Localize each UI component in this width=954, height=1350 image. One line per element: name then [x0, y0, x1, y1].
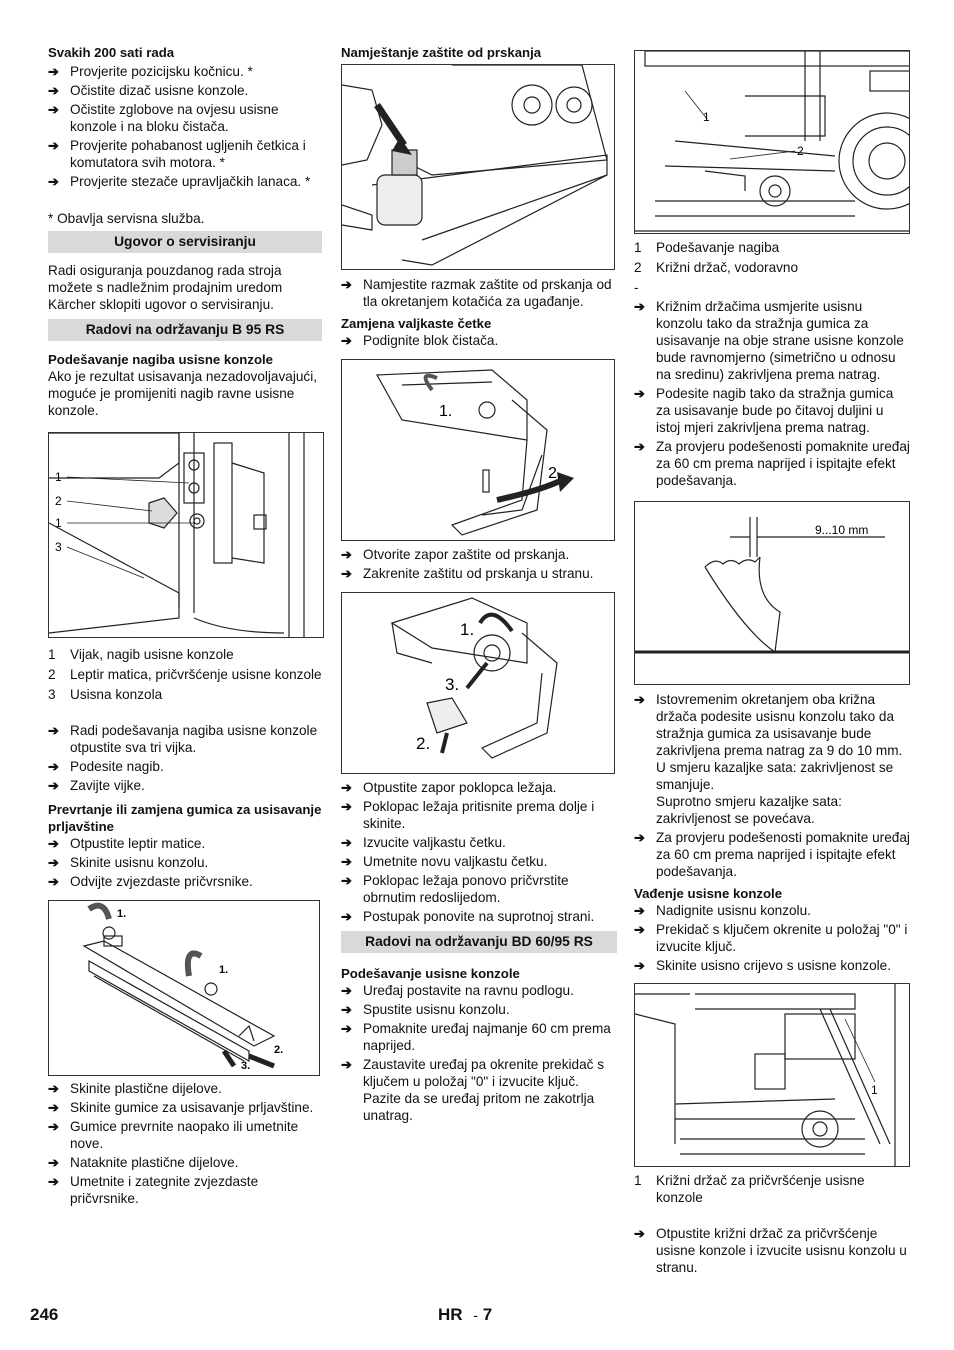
figure-splash: [341, 64, 615, 270]
arrow-icon: ➔: [634, 692, 645, 707]
fig-rubber-label-2: 2.: [274, 1044, 284, 1056]
list-curvature: [634, 691, 910, 880]
list-item: ➔ Umetnite novu valjkastu četku.: [341, 854, 548, 869]
list-item: ➔ Zaustavite uređaj pa okrenite prekidač s ključem u položaj "0" i izvucite ključ. Pazite da se uređaj pritom ne zakotrlja unatrag.: [341, 1057, 605, 1123]
fig-remove-label-1: 1.: [460, 620, 475, 639]
legend-crossholder: [634, 239, 910, 276]
arrow-icon: ➔: [341, 1057, 352, 1072]
arrow-icon: ➔: [48, 83, 59, 98]
list-brush-3: [341, 779, 617, 925]
list-item: ➔ Poklopac ležaja ponovo pričvrstite obrnutim redoslijedom.: [341, 873, 569, 905]
fig-tilt-label-3: 3: [55, 540, 62, 554]
figure-curvature-drawing: [635, 502, 909, 684]
arrow-icon: ➔: [48, 874, 59, 889]
list-item: ➔ Postupak ponovite na suprotnoj strani.: [341, 909, 595, 924]
fig-curvature-label: 9...10 mm: [815, 523, 869, 537]
arrow-icon: ➔: [341, 873, 352, 888]
list-item: ➔ Očistite dizač usisne konzole.: [48, 83, 249, 98]
arrow-icon: ➔: [634, 439, 645, 454]
list-item: ➔ Provjerite pozicijsku kočnicu. *: [48, 64, 253, 79]
arrow-icon: ➔: [48, 855, 59, 870]
list-item: ➔ Otvorite zapor zaštite od prskanja.: [341, 547, 570, 562]
list-item: ➔ Spustite usisnu konzolu.: [341, 1002, 510, 1017]
list-adjust: [341, 982, 617, 1124]
figure-brush-remove: [341, 592, 615, 774]
splash-title: Namještanje zaštite od prskanja: [341, 45, 542, 60]
list-brush-2: [341, 546, 617, 582]
list-final: [634, 1225, 910, 1276]
arrow-icon: ➔: [634, 386, 645, 401]
arrow-icon: ➔: [634, 830, 645, 845]
figure-curvature: [634, 501, 910, 685]
arrow-icon: ➔: [634, 299, 645, 314]
legend-item: 2 Leptir matica, pričvršćenje usisne konzole: [48, 667, 322, 682]
arrow-icon: ➔: [341, 983, 352, 998]
arrow-icon: ➔: [48, 102, 59, 117]
page-number: 246: [30, 1305, 59, 1324]
arrow-icon: ➔: [341, 277, 352, 292]
rubber-title: Prevrtanje ili zamjena gumica za usisavanje prljavštine: [48, 802, 322, 834]
arrow-icon: ➔: [341, 566, 352, 581]
fig-remove-console-label: 1: [871, 1083, 878, 1097]
remove-title: Vađenje usisne konzole: [634, 886, 783, 901]
arrow-icon: ➔: [341, 547, 352, 562]
legend-item: 1 Križni držač za pričvršćenje usisne konzole: [634, 1173, 865, 1205]
list-item: ➔ Namjestite razmak zaštite od prskanja od tla okretanjem kotačića za ugađanje.: [341, 277, 612, 309]
figure-brush-open-drawing: [342, 360, 614, 540]
arrow-icon: ➔: [341, 333, 352, 348]
legend-item: 1 Vijak, nagib usisne konzole: [48, 647, 234, 662]
list-splash: [341, 276, 617, 310]
arrow-icon: ➔: [341, 780, 352, 795]
list-rubber-steps-2: [48, 1080, 322, 1207]
list-item: ➔ Za provjeru podešenosti pomaknite uređaj za 60 cm prema naprijed i ispitajte efekt podešavanja.: [634, 830, 910, 879]
arrow-icon: ➔: [634, 903, 645, 918]
fig-rubber-label-1a: 1.: [117, 908, 127, 920]
list-tilt-steps: [48, 722, 322, 794]
list-item: ➔ Podesite nagib tako da stražnja gumica za usisavanje bude po čitavoj duljini u istoj mjeri zakrivljena prema natrag.: [634, 386, 894, 435]
list-item: ➔ Pomaknite uređaj najmanje 60 cm prema naprijed.: [341, 1021, 611, 1053]
legend-remove-console: [634, 1172, 910, 1206]
footer-lang: HR - 7: [438, 1305, 493, 1324]
fig-brush-label-1: 1.: [439, 403, 453, 420]
section-header-contract: Ugovor o servisiranju: [48, 231, 322, 253]
list-item: ➔ Otpustite zapor poklopca ležaja.: [341, 780, 557, 795]
list-item: ➔ Podignite blok čistača.: [341, 333, 499, 348]
figure-remove-console-drawing: [635, 984, 909, 1166]
list-item: ➔ Izvucite valjkastu četku.: [341, 835, 506, 850]
list-item: ➔ Provjerite pohabanost ugljenih četkica i komutatora svih motora. *: [48, 138, 306, 170]
tilt-title: Podešavanje nagiba usisne konzole: [48, 352, 273, 367]
fig-tilt-label-1b: 1: [55, 516, 62, 530]
arrow-icon: ➔: [48, 836, 59, 851]
list-200h: [48, 63, 322, 190]
arrow-icon: ➔: [341, 799, 352, 814]
fig-rubber-label-1b: 1.: [219, 964, 229, 976]
dash: -: [634, 280, 639, 295]
legend-tilt: [48, 646, 322, 703]
fig-brush-label-2: 2.: [548, 465, 562, 482]
arrow-icon: ➔: [48, 1081, 59, 1096]
fig-rubber-label-3: 3.: [241, 1060, 251, 1072]
section-title-200h: Svakih 200 sati rada: [48, 45, 175, 60]
figure-remove-console: [634, 983, 910, 1167]
legend-item: 2 Križni držač, vodoravno: [634, 260, 799, 275]
figure-rubber: [48, 900, 320, 1076]
list-item: ➔ Nataknite plastične dijelove.: [48, 1155, 239, 1170]
arrow-icon: ➔: [48, 64, 59, 79]
fig-tilt-label-2: 2: [55, 494, 62, 508]
list-item: ➔ Skinite plastične dijelove.: [48, 1081, 222, 1096]
adjust-title: Podešavanje usisne konzole: [341, 966, 520, 981]
list-item: ➔ Otpustite križni držač za pričvršćenje usisne konzole i izvucite usisnu konzolu u stranu.: [634, 1226, 907, 1275]
fig-remove-label-3: 3.: [445, 675, 460, 694]
list-crossholder: [634, 298, 910, 489]
arrow-icon: ➔: [634, 1226, 645, 1241]
list-item: ➔ Prekidač s ključem okrenite u položaj "0" i izvucite ključ.: [634, 922, 908, 954]
list-item: ➔ Radi podešavanja nagiba usisne konzole otpustite sva tri vijka.: [48, 723, 318, 755]
list-item: ➔ Poklopac ležaja pritisnite prema dolje i skinite.: [341, 799, 595, 831]
figure-tilt: [48, 432, 324, 638]
arrow-icon: ➔: [48, 778, 59, 793]
arrow-icon: ➔: [48, 1155, 59, 1170]
list-item: ➔ Skinite usisno crijevo s usisne konzole.: [634, 958, 891, 973]
list-item: ➔ Križnim držačima usmjerite usisnu konzolu tako da stražnja gumica za usisavanje na obje strane usisne konzole bude ravnomjerno (simetrično u odnosu na sredinu) zakrivljena prema natrag.: [634, 299, 904, 382]
list-item: ➔ Provjerite stezače upravljačkih lanaca. *: [48, 174, 311, 189]
arrow-icon: ➔: [48, 759, 59, 774]
list-item: ➔ Zavijte vijke.: [48, 778, 145, 793]
list-brush-1: [341, 332, 617, 349]
arrow-icon: ➔: [48, 138, 59, 153]
legend-item: 1 Podešavanje nagiba: [634, 240, 780, 255]
list-rubber-steps-1: [48, 835, 322, 890]
arrow-icon: ➔: [48, 723, 59, 738]
arrow-icon: ➔: [341, 835, 352, 850]
list-item: ➔ Otpustite leptir matice.: [48, 836, 206, 851]
section-header-bd: Radovi na održavanju BD 60/95 RS: [341, 931, 617, 953]
figure-splash-drawing: [342, 65, 614, 269]
fig-tilt-label-1: 1: [55, 470, 62, 484]
figure-rubber-drawing: [49, 901, 319, 1075]
figure-crossholder: [634, 50, 910, 234]
column-right: [634, 50, 910, 1278]
list-item: ➔ Umetnite i zategnite zvjezdaste pričvrsnike.: [48, 1174, 259, 1206]
arrow-icon: ➔: [48, 174, 59, 189]
arrow-icon: ➔: [341, 1002, 352, 1017]
figure-tilt-drawing: [49, 433, 323, 637]
figure-brush-open: [341, 359, 615, 541]
list-item: ➔ Skinite usisnu konzolu.: [48, 855, 209, 870]
list-item: ➔ Gumice prevrnite naopako ili umetnite nove.: [48, 1119, 299, 1151]
figure-crossholder-drawing: [635, 51, 909, 233]
brush-title: Zamjena valjkaste četke: [341, 316, 492, 331]
list-item: ➔ Skinite gumice za usisavanje prljavštine.: [48, 1100, 314, 1115]
arrow-icon: ➔: [634, 958, 645, 973]
list-item: ➔ Uređaj postavite na ravnu podlogu.: [341, 983, 574, 998]
list-item: ➔ Nadignite usisnu konzolu.: [634, 903, 811, 918]
fig-remove-label-2: 2.: [416, 734, 431, 753]
list-item: ➔ Zakrenite zaštitu od prskanja u stranu.: [341, 566, 594, 581]
fig-crossholder-label-1: 1: [703, 110, 710, 124]
arrow-icon: ➔: [48, 1100, 59, 1115]
column-left: [48, 44, 322, 1209]
service-note: * Obavlja servisna služba.: [48, 211, 205, 226]
fig-crossholder-label-2: 2: [797, 144, 804, 158]
column-middle: [341, 44, 617, 1126]
contract-text: Radi osiguranja pouzdanog rada stroja možete s nadležnim prodajnim uredom Kärcher sklopiti ugovor o servisiranju.: [48, 263, 283, 312]
list-remove: [634, 902, 910, 974]
arrow-icon: ➔: [341, 854, 352, 869]
section-header-b95: Radovi na održavanju B 95 RS: [48, 319, 322, 341]
list-item: ➔ Za provjeru podešenosti pomaknite uređaj za 60 cm prema naprijed i ispitajte efekt podešavanja.: [634, 439, 910, 488]
list-item: ➔ Podesite nagib.: [48, 759, 164, 774]
legend-item: 3 Usisna konzola: [48, 687, 163, 702]
arrow-icon: ➔: [341, 909, 352, 924]
arrow-icon: ➔: [48, 1174, 59, 1189]
list-item: ➔ Odvijte zvjezdaste pričvrsnike.: [48, 874, 253, 889]
arrow-icon: ➔: [48, 1119, 59, 1134]
arrow-icon: ➔: [634, 922, 645, 937]
tilt-text: Ako je rezultat usisavanja nezadovoljavajući, moguće je promijeniti nagib ravne usisne konzole.: [48, 369, 318, 418]
list-item: ➔ Istovremenim okretanjem oba križna držača podesite usisnu konzolu tako da stražnja gumica za usisavanje bude zakrivljena prema natrag za 9 do 10 mm. U smjeru kazaljke sata: zakrivljenost se smanjuje. Suprotno smjeru kazaljke sata: zakrivljenost se povećava.: [634, 692, 903, 826]
arrow-icon: ➔: [341, 1021, 352, 1036]
list-item: ➔ Očistite zglobove na ovjesu usisne konzole i na bloku čistača.: [48, 102, 279, 134]
figure-brush-remove-drawing: [342, 593, 614, 773]
